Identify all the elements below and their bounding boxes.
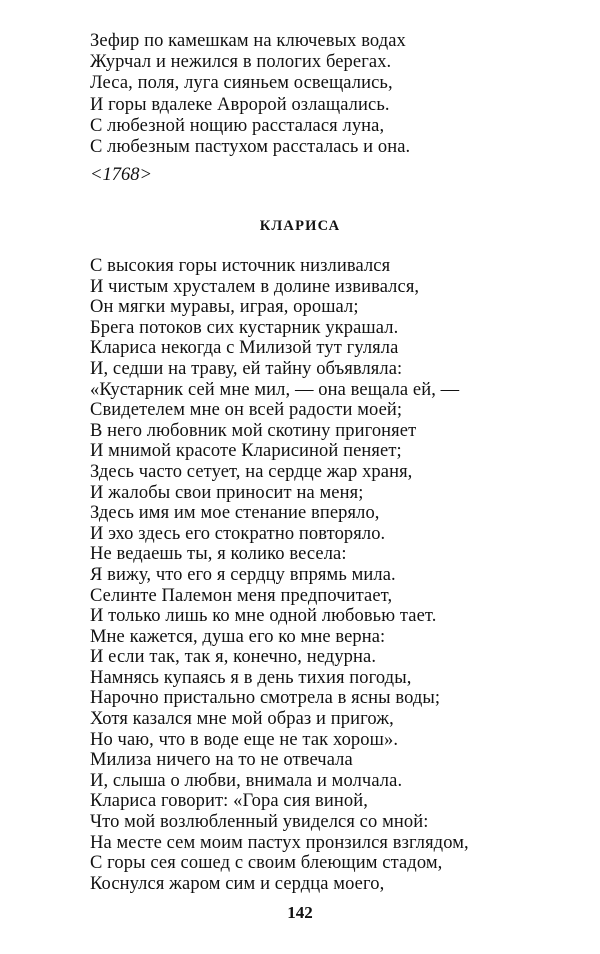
poem-line: С любезным пастухом рассталась и она. <box>90 137 411 158</box>
poem-line: Селинте Палемон меня предпочитает, <box>90 585 393 606</box>
poem-line: Он мягки муравы, играя, орошал; <box>90 297 359 318</box>
poem-line: Здесь часто сетует, на сердце жар храня, <box>90 461 413 482</box>
poem-body <box>90 256 570 894</box>
poem-line: Не ведаешь ты, я колико весела: <box>90 544 347 565</box>
poem-line: И только лишь ко мне одной любовью тает. <box>90 606 437 627</box>
poem-title: КЛАРИСА <box>259 218 341 234</box>
poem-line: Коснулся жаром сим и сердца моего, <box>90 873 385 894</box>
poem-line: И, седши на траву, ей тайну объявляла: <box>90 358 403 379</box>
poem-line: На месте сем моим пастух пронзился взглядом, <box>90 832 469 853</box>
poem-line: Нарочно пристально смотрела в ясны воды; <box>90 688 441 709</box>
poem-line: С высокия горы источник низливался <box>90 256 391 276</box>
poem-line: Милиза ничего на то не отвечала <box>90 750 353 771</box>
page-number: 142 <box>287 903 313 922</box>
poem-line: Клариса некогда с Милизой тут гуляла <box>90 338 399 359</box>
poem-line: Свидетелем мне он всей радости моей; <box>90 400 403 421</box>
poem-line: С горы сея сошед с своим блеющим стадом, <box>90 853 443 874</box>
poem-line: И горы вдалеке Авророй озлащались. <box>90 94 390 115</box>
poem-line: И если так, так я, конечно, недурна. <box>90 647 377 668</box>
poem-line: Зефир по камешкам на ключевых водах <box>90 31 406 51</box>
poem-line: И, слыша о любви, внимала и молчала. <box>90 770 403 791</box>
previous-poem-ending <box>90 31 570 158</box>
poem-line: И эхо здесь его стократно повторяло. <box>90 523 386 544</box>
poem-line: Что мой возлюбленный увиделся со мной: <box>90 812 429 833</box>
poem-line: Журчал и нежился в пологих берегах. <box>90 52 392 73</box>
poem-line: Мне кажется, душа его ко мне верна: <box>90 626 386 647</box>
poem-line: С любезной нощию рассталася луна, <box>90 115 385 136</box>
poem-date: <1768> <box>90 165 152 185</box>
poem-line: Хотя казался мне мой образ и пригож, <box>90 709 394 730</box>
poem-line: «Кустарник сей мне мил, — она вещала ей, — <box>90 379 460 400</box>
poem-line: Намнясь купаясь я в день тихия погоды, <box>90 667 412 688</box>
poem-line: Леса, поля, луга сияньем освещались, <box>90 73 393 94</box>
poem-line: Но чаю, что в воде еще не так хорош». <box>90 729 399 750</box>
poem-line: Брега потоков сих кустарник украшал. <box>90 317 399 338</box>
poem-line: И жалобы свои приносит на меня; <box>90 482 364 503</box>
poem-line: В него любовник мой скотину пригоняет <box>90 420 417 441</box>
poem-line: Я вижу, что его я сердцу впрямь мила. <box>90 564 396 585</box>
poem-line: И мнимой красоте Кларисиной пеняет; <box>90 441 402 462</box>
poem-line: Здесь имя им мое стенание вперяло, <box>90 503 380 524</box>
poem-line: И чистым хрусталем в долине извивался, <box>90 276 420 297</box>
poem-line: Клариса говорит: «Гора сия виной, <box>90 791 368 812</box>
